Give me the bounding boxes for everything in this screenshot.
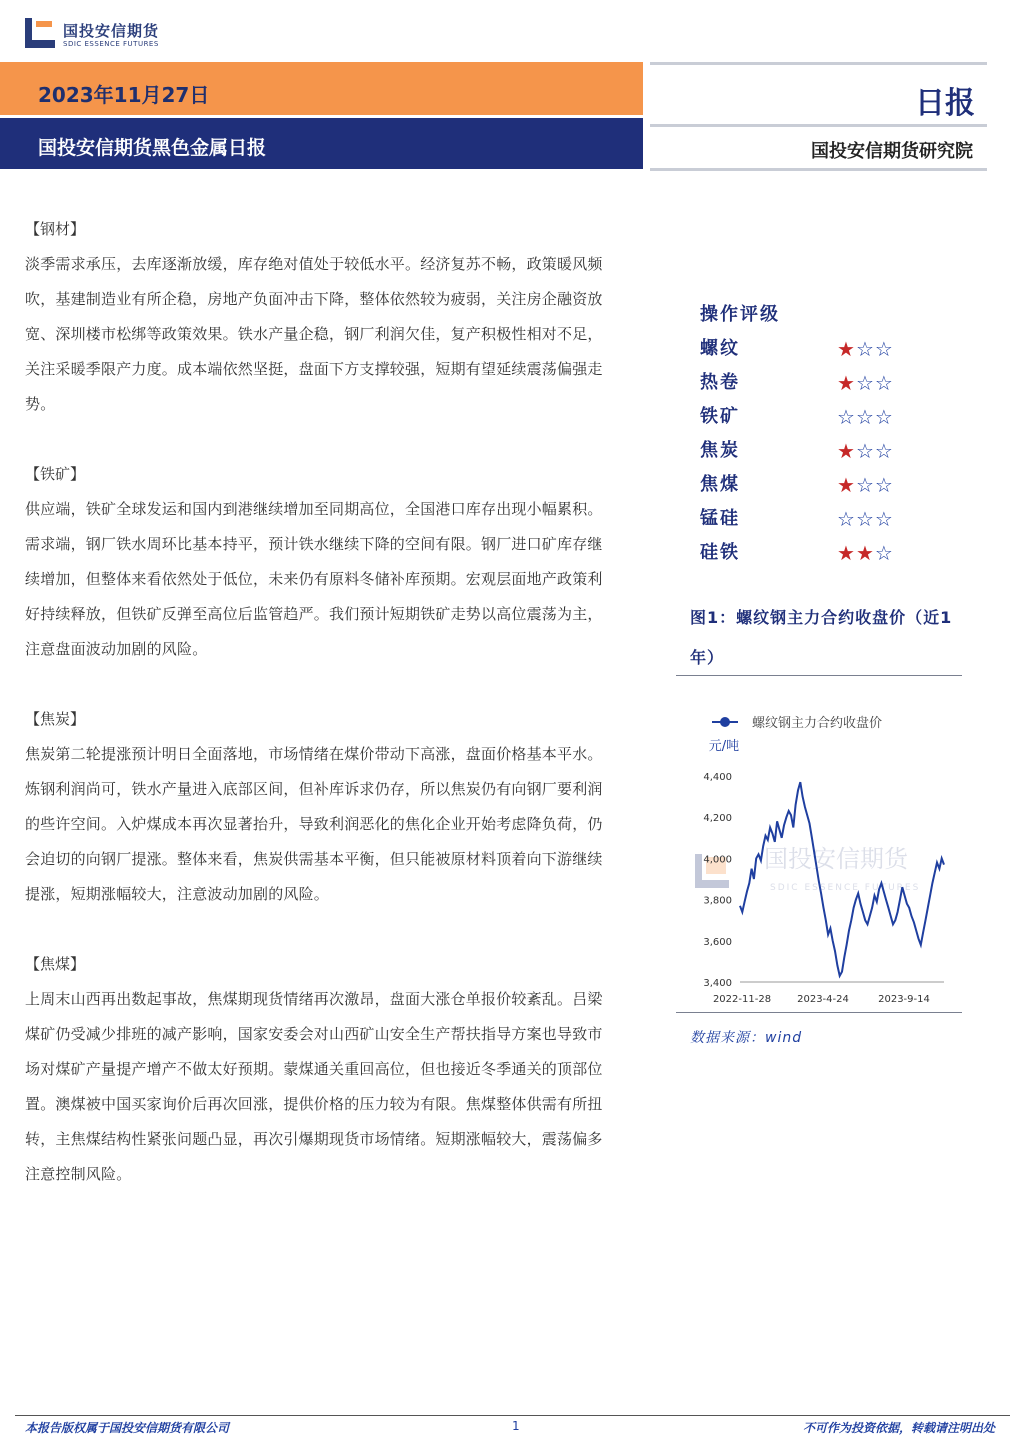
report-date: 2023年11月27日	[38, 83, 210, 107]
divider	[650, 62, 987, 65]
y-tick-label: 3,400	[703, 978, 732, 989]
report-title: 国投安信期货黑色金属日报	[38, 137, 267, 159]
rating-product-name: 铁矿	[700, 406, 740, 427]
rating-row	[700, 434, 960, 468]
x-tick-label: 2023-9-14	[878, 994, 930, 1005]
section-paragraph: 淡季需求承压，去库逐渐放缓，库存绝对值处于较低水平。经济复苏不畅，政策暖风频吹，基建制造业有所企稳，房地产负面冲击下降，整体依然较为疲弱，关注房企融资放宽、深圳楼市松绑等政策效果。铁水产量企稳，钢厂利润欠佳，复产积极性相对不足，关注采暖季限产力度。成本端依然坚挺，盘面下方支撑较强，短期有望延续震荡偏强走势。	[25, 255, 603, 413]
y-tick-label: 4,400	[703, 772, 732, 783]
rating-stars	[837, 434, 894, 468]
y-tick-label: 4,200	[703, 813, 732, 825]
rating-stars	[837, 400, 894, 434]
star-empty-icon: ☆	[837, 405, 856, 429]
legend-marker	[720, 717, 730, 727]
rating-product-name: 硅铁	[700, 542, 740, 563]
section-paragraph: 供应端，铁矿全球发运和国内到港继续增加至同期高位，全国港口库存出现小幅累积。需求端，钢厂铁水周环比基本持平，预计铁水继续下降的空间有限。钢厂进口矿库存继续增加，但整体来看依然处于低位，未来仍有原料冬储补库预期。宏观层面地产政策利好持续释放，但铁矿反弹至高位后监管趋严。我们预计短期铁矿走势以高位震荡为主，注意盘面波动加剧的风险。	[25, 500, 603, 658]
logo-mark-icon	[25, 18, 55, 48]
rating-product-name: 焦煤	[700, 474, 740, 495]
star-filled-icon: ★	[855, 541, 875, 565]
star-empty-icon: ☆	[874, 541, 894, 565]
report-type: 日报	[915, 86, 975, 121]
star-empty-icon: ☆	[874, 405, 894, 429]
rating-row	[700, 536, 960, 570]
star-empty-icon: ☆	[855, 439, 875, 463]
rating-row	[700, 468, 960, 502]
star-filled-icon: ★	[837, 337, 856, 361]
figure-bottom-rule	[676, 1012, 962, 1013]
section-heading: 【钢材】	[25, 220, 86, 238]
figure-title: 图1：螺纹钢主力合约收盘价（近1年）	[690, 608, 953, 667]
rating-row	[700, 502, 960, 536]
star-empty-icon: ☆	[855, 371, 875, 395]
star-filled-icon: ★	[837, 439, 856, 463]
rating-row	[700, 366, 960, 400]
legend-label: 螺纹钢主力合约收盘价	[752, 716, 883, 731]
rating-product-name: 热卷	[700, 372, 740, 393]
rating-stars	[837, 536, 894, 570]
copyright-note: 本报告版权属于国投安信期货有限公司	[25, 1421, 230, 1435]
star-empty-icon: ☆	[837, 507, 856, 531]
disclaimer-note: 不可作为投资依据，转载请注明出处	[802, 1421, 995, 1435]
rating-product-name: 焦炭	[700, 440, 740, 461]
price-series-line	[740, 782, 944, 976]
star-filled-icon: ★	[837, 541, 856, 565]
watermark-text-cn: 国投安信期货	[764, 845, 908, 873]
logo-text-en: SDIC ESSENCE FUTURES	[63, 40, 159, 48]
rating-row	[700, 400, 960, 434]
divider	[650, 124, 987, 127]
y-axis-unit: 元/吨	[708, 739, 740, 754]
star-empty-icon: ☆	[874, 371, 894, 395]
watermark	[695, 845, 920, 893]
section-paragraph: 上周末山西再出数起事故，焦煤期现货情绪再次激昂，盘面大涨仓单报价较紊乱。吕梁煤矿仍受减少排班的减产影响，国家安委会对山西矿山安全生产帮扶指导方案也导致市场对煤矿产量提产增产不做太好预期。蒙煤通关重回高位，但也接近冬季通关的顶部位置。澳煤被中国买家询价后再次回涨，提供价格的压力较为有限。焦煤整体供需有所扭转，主焦煤结构性紧张问题凸显，再次引爆期现货市场情绪。短期涨幅较大，震荡偏多注意控制风险。	[25, 990, 603, 1183]
rating-stars	[837, 468, 894, 502]
rating-product-name: 锰硅	[700, 508, 740, 529]
rating-product-name: 螺纹	[700, 338, 740, 359]
section-heading: 【铁矿】	[25, 465, 86, 483]
y-tick-label: 3,600	[703, 936, 732, 948]
section-heading: 【焦炭】	[25, 710, 86, 728]
star-empty-icon: ☆	[874, 473, 894, 497]
star-empty-icon: ☆	[855, 405, 875, 429]
rating-stars	[837, 366, 894, 400]
star-empty-icon: ☆	[855, 473, 875, 497]
star-filled-icon: ★	[837, 473, 856, 497]
y-tick-label: 4,000	[703, 854, 732, 866]
rating-stars	[837, 502, 894, 536]
star-empty-icon: ☆	[874, 507, 894, 531]
x-tick-label: 2022-11-28	[712, 994, 772, 1005]
page-number: 1	[512, 1419, 520, 1433]
star-filled-icon: ★	[837, 371, 856, 395]
star-empty-icon: ☆	[874, 439, 894, 463]
price-line-chart	[690, 706, 955, 1011]
logo-text-cn: 国投安信期货	[63, 22, 160, 40]
x-tick-label: 2023-4-24	[797, 994, 849, 1005]
institute-name: 国投安信期货研究院	[811, 141, 973, 162]
company-logo	[25, 14, 185, 54]
figure-top-rule	[676, 675, 962, 676]
section-paragraph: 焦炭第二轮提涨预计明日全面落地，市场情绪在煤价带动下高涨，盘面价格基本平水。炼钢利润尚可，铁水产量进入底部区间，但补库诉求仍存，所以焦炭仍有向钢厂要利润的些许空间。入炉煤成本再次显著抬升，导致利润恶化的焦化企业开始考虑降负荷，仍会迫切的向钢厂提涨。整体来看，焦炭供需基本平衡，但只能被原材料顶着向下游继续提涨，短期涨幅较大，注意波动加剧的风险。	[25, 745, 603, 903]
footer-rule	[15, 1415, 1010, 1416]
divider	[650, 168, 987, 171]
rating-row	[700, 332, 960, 366]
data-source: 数据来源：wind	[690, 1030, 803, 1046]
rating-stars	[837, 332, 894, 366]
star-empty-icon: ☆	[855, 337, 875, 361]
star-empty-icon: ☆	[874, 337, 894, 361]
section-heading: 【焦煤】	[25, 955, 86, 973]
rating-panel	[700, 298, 960, 570]
report-body	[25, 212, 605, 1192]
watermark-text-en: SDIC ESSENCE FUTURES	[770, 883, 921, 893]
star-empty-icon: ☆	[855, 507, 875, 531]
rating-title: 操作评级	[700, 304, 780, 325]
y-tick-label: 3,800	[703, 895, 732, 907]
